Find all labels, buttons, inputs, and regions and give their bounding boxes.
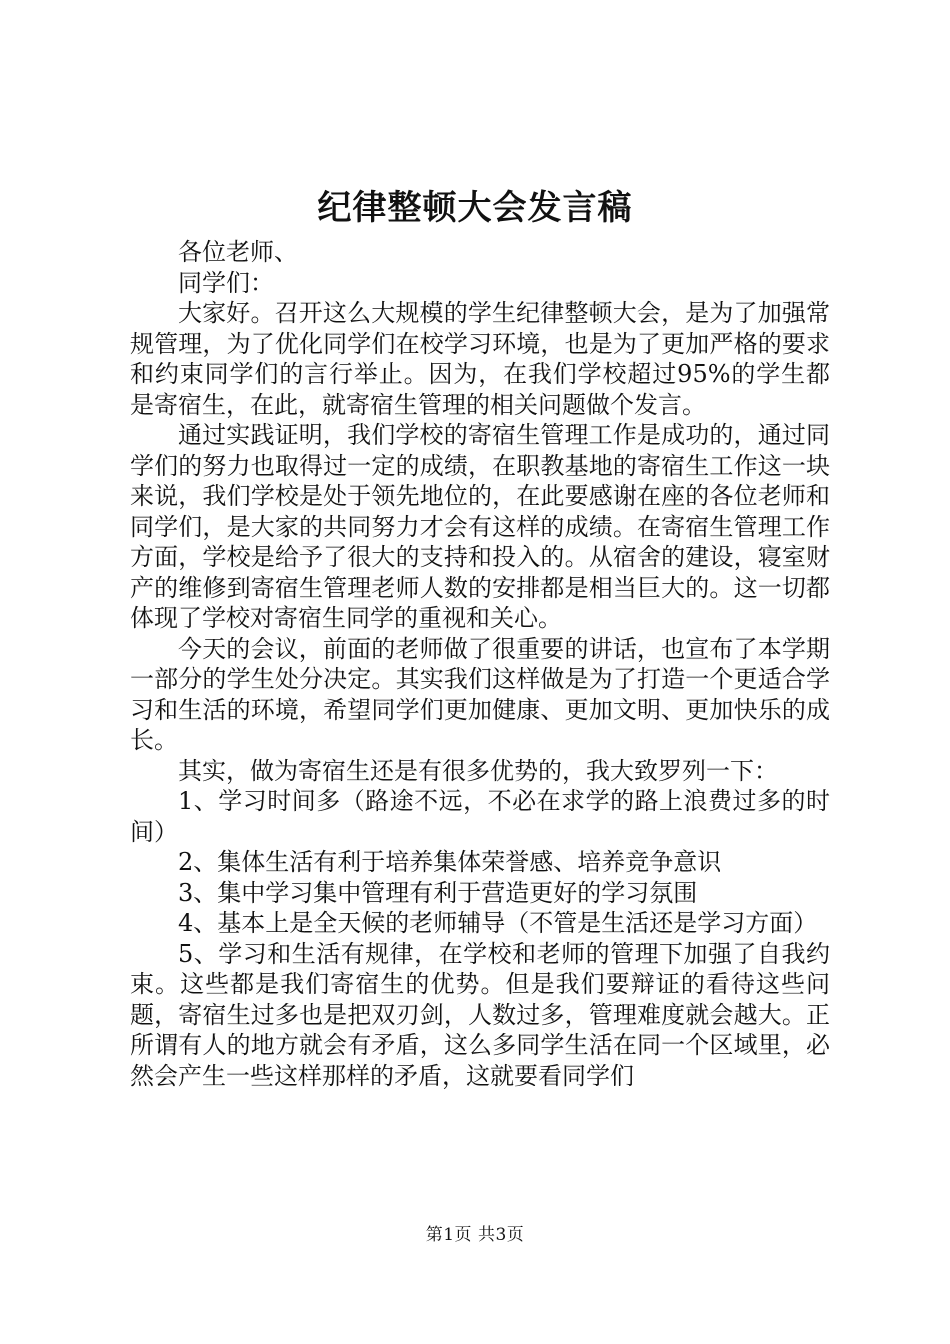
paragraph: 大家好。召开这么大规模的学生纪律整顿大会，是为了加强常规管理，为了优化同学们在校学习环境，也是为了更加严格的要求和约束同学们的言行举止。因为，在我们学校超过95%的学生都是寄宿生，在此，就寄宿生管理的相关问题做个发言。 [130, 299, 830, 419]
paragraph: 通过实践证明，我们学校的寄宿生管理工作是成功的，通过同学们的努力也取得过一定的成绩，在职教基地的寄宿生工作这一块来说，我们学校是处于领先地位的，在此要感谢在座的各位老师和同学们，是大家的共同努力才会有这样的成绩。在寄宿生管理工作方面，学校是给予了很大的支持和投入的。从宿舍的建设，寝室财产的维修到寄宿生管理老师人数的安排都是相当巨大的。这一切都体现了学校对寄宿生同学的重视和关心。 [130, 421, 830, 632]
list-item: 3、集中学习集中管理有利于营造更好的学习氛围 [178, 878, 698, 907]
list-item: 1、学习时间多（路途不远，不必在求学的路上浪费过多的时间） [130, 787, 830, 846]
document-title: 纪律整顿大会发言稿 [317, 188, 633, 228]
paragraph: 其实，做为寄宿生还是有很多优势的，我大致罗列一下： [178, 756, 778, 785]
list-item: 4、基本上是全天候的老师辅导（不管是生活还是学习方面） [178, 909, 818, 937]
document-body [130, 237, 830, 1091]
list-item: 5、学习和生活有规律，在学校和老师的管理下加强了自我约束。这些都是我们寄宿生的优势。但是我们要辩证的看待这些问题，寄宿生过多也是把双刃剑，人数过多，管理难度就会越大。正所谓有人的地方就会有矛盾，这么多同学生活在同一个区域里，必然会产生一些这样那样的矛盾，这就要看同学们 [130, 939, 830, 1090]
list-item: 2、集体生活有利于培养集体荣誉感、培养竞争意识 [178, 848, 722, 876]
paragraph: 今天的会议，前面的老师做了很重要的讲话，也宣布了本学期一部分的学生处分决定。其实我们这样做是为了打造一个更适合学习和生活的环境，希望同学们更加健康、更加文明、更加快乐的成长。 [130, 634, 830, 754]
salutation-teachers: 各位老师、 [178, 238, 298, 266]
salutation-students: 同学们： [178, 268, 274, 297]
page-number-footer: 第1页 共3页 [425, 1225, 525, 1245]
